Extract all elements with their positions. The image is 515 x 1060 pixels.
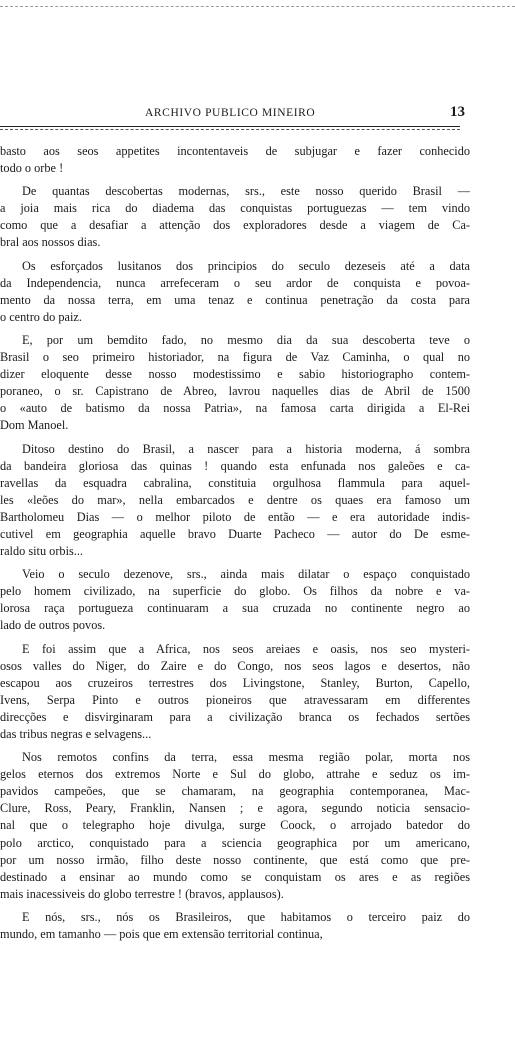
text-line: direcções e disvirginaram para a civilização branca os fechados sertões	[0, 709, 470, 724]
paragraph	[0, 258, 470, 326]
paragraph	[0, 566, 470, 634]
text-line: a joia mais rica do diadema das conquistas portuguezas — tem vindo	[0, 201, 470, 216]
text-line: gelos eternos dos extremos Norte e Sul do globo, attrahe e seduz os im-	[0, 767, 470, 782]
page-header	[0, 104, 515, 125]
text-line: poraneo, o sr. Capistrano de Abreo, lavrou naquelles dias de Abril de 1500	[0, 384, 470, 399]
text-line: bral aos nossos dias.	[0, 235, 101, 250]
text-line: destinado a ensinar ao mundo como se conquistam os ares e as regiões	[0, 869, 470, 884]
text-line: Dom Manoel.	[0, 418, 69, 433]
text-line: dizer eloquente desse nosso modestissimo e sabio historiographo contem-	[0, 367, 470, 382]
paragraph	[0, 909, 470, 943]
text-line: osos valles do Niger, do Zaire e do Congo, nos seos lagos e desertos, não	[0, 658, 470, 673]
paragraph	[0, 641, 470, 744]
text-line: Ivens, Serpa Pinto e outros pioneiros que atravessaram em differentes	[0, 692, 470, 707]
paragraph	[0, 749, 470, 903]
paragraph	[0, 441, 470, 561]
paragraph	[0, 332, 470, 435]
text-line: como que a desafiar a attenção dos exploradores desde a viagem de Ca-	[0, 218, 470, 233]
text-line: o «auto de batismo da nossa Patria», na famosa carta dirigida a El-Rei	[0, 401, 470, 416]
text-line: polo arctico, conquistado para a sciencia geographica por um americano,	[0, 835, 470, 850]
text-line: da bandeira gloriosa das quinas ! quando esta enfunada nos galeões e ca-	[0, 458, 470, 473]
text-line: ravellas da esquadra cabralina, constituia orgulhosa flammula para aquel-	[0, 475, 470, 490]
text-line: les «leões do mar», nella embarcados e dentre os quaes era famoso um	[0, 492, 470, 507]
page-number: 13	[450, 104, 465, 120]
header-rule-dashed	[0, 129, 460, 130]
text-line: pelo homem civilizado, na superficie do globo. Os filhos da nobre e va-	[0, 584, 470, 599]
text-line: escapou aos cruzeiros terrestres dos Livingstone, Stanley, Burton, Capello,	[0, 675, 470, 690]
text-line: E foi assim que a Africa, nos seos areiaes e oasis, nos seo mysteri-	[22, 641, 470, 656]
text-line: Nos remotos confins da terra, essa mesma região polar, morta nos	[22, 750, 470, 765]
body-text	[0, 143, 470, 949]
paragraph	[0, 143, 470, 177]
text-line: da Independencia, nunca arrefeceram o seu ardor de conquista e povoa-	[0, 275, 470, 290]
text-line: mundo, em tamanho — pois que em extensão territorial continua,	[0, 927, 323, 942]
text-line: o centro do paiz.	[0, 309, 82, 324]
text-line: das tribus negras e selvagens...	[0, 727, 152, 741]
text-line: pavidos campeões, que se chamaram, na geographia contemporanea, Mac-	[0, 784, 470, 799]
text-line: nal que o telegrapho hoje divulga, surge Coock, o arrojado batedor do	[0, 818, 470, 833]
text-line: Clure, Ross, Peary, Franklin, Nansen ; e agora, segundo noticia sensacio-	[0, 801, 470, 816]
text-line: Bartholomeu Dias — o melhor piloto de então — e era autoridade indis-	[0, 509, 470, 524]
text-line: E nós, srs., nós os Brasileiros, que habitamos o terceiro paiz do	[22, 909, 470, 924]
text-line: cutivel em geographia aquelle bravo Duarte Pacheco — autor do De esme-	[0, 526, 470, 541]
text-line: lado de outros povos.	[0, 618, 106, 633]
top-border	[0, 0, 515, 7]
text-line: raldo situ orbis...	[0, 544, 83, 559]
text-line: lorosa raça portugueza continuaram a sua cruzada no continente negro ao	[0, 601, 470, 616]
text-line: mento da nossa terra, em uma tenaz e continua penetração da costa para	[0, 292, 470, 307]
text-line: Os esforçados lusitanos dos principios do seculo dezeseis até a data	[22, 258, 470, 273]
paragraph	[0, 183, 470, 251]
text-line: E, por um bemdito fado, no mesmo dia da sua descoberta teve o	[22, 332, 470, 347]
text-line: mais inacessiveis do globo terrestre ! (bravos, applausos).	[0, 886, 284, 901]
text-line: todo o orbe !	[0, 161, 64, 176]
header-rule	[0, 126, 460, 127]
text-line: Brasil o seo primeiro historiador, na figura de Vaz Caminha, o qual no	[0, 350, 470, 365]
text-line: Veio o seculo dezenove, srs., ainda mais dilatar o espaço conquistado	[22, 567, 470, 582]
text-line: De quantas descobertas modernas, srs., este nosso querido Brasil —	[22, 184, 470, 199]
text-line: por um nosso irmão, filho deste nosso continente, que está como que pre-	[0, 852, 470, 867]
text-line: basto aos seos appetites incontentaveis de subjugar e fazer conhecido	[0, 144, 470, 158]
text-line: Ditoso destino do Brasil, a nascer para a historia moderna, á sombra	[22, 441, 470, 456]
running-title: ARCHIVO PUBLICO MINEIRO	[145, 107, 316, 119]
